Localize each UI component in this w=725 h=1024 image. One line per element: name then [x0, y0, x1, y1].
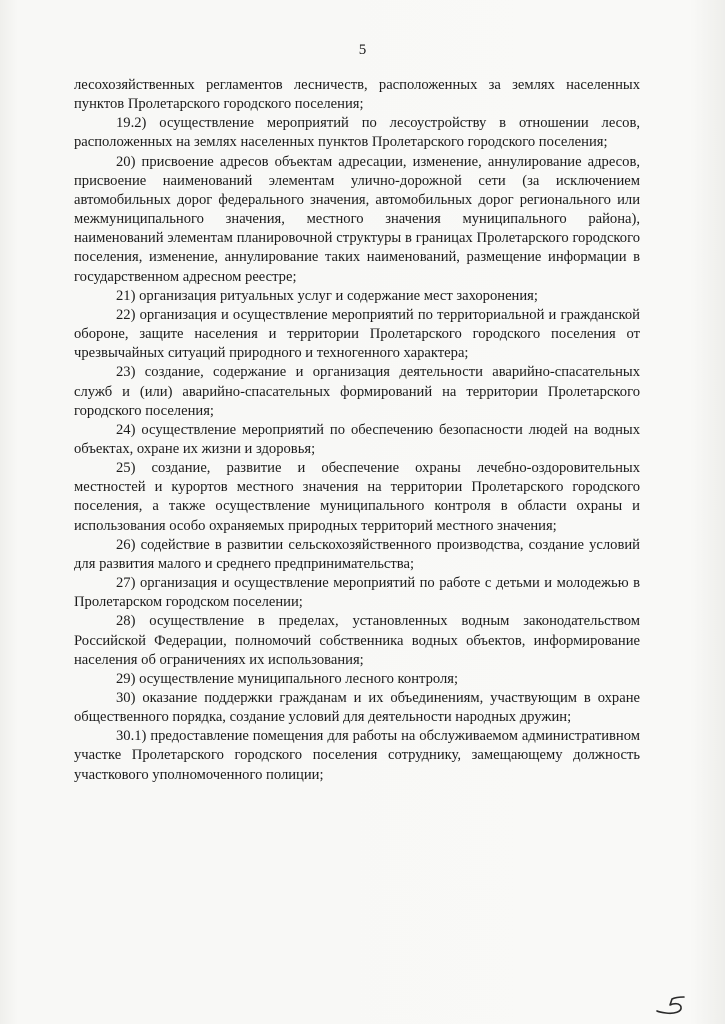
- handwritten-initial-icon: [654, 994, 698, 1016]
- paragraph-20: 20) присвоение адресов объектам адресации, изменение, аннулирование адресов, присвоение наименований элементам улично-дорожной сети (за исключением автомобильных дорог федерального значения, автомобильных дорог регионального или межмуниципального значения, местного значения муниципального района), наименований элементам планировочной структуры в границах Пролетарского городского поселения, изменение, аннулирование таких наименований, размещение информации в государственном адресном реестре;: [74, 153, 640, 285]
- paragraph-28: 28) осуществление в пределах, установленных водным законодательством Российской Федерации, полномочий собственника водных объектов, информирование населения об ограничениях их использования;: [74, 613, 640, 668]
- paragraph-22: 22) организация и осуществление мероприятий по территориальной и гражданской обороне, защите населения и территории Пролетарского городского поселения от чрезвычайных ситуаций природного и техногенного характера;: [74, 306, 640, 362]
- paragraph-30: 30) оказание поддержки гражданам и их объединениям, участвующим в охране общественного порядка, создание условий для деятельности народных дружин;: [74, 690, 640, 726]
- paragraph-27: 27) организация и осуществление мероприятий по работе с детьми и молодежью в Пролетарском городском поселении;: [74, 575, 640, 611]
- paragraph-24: 24) осуществление мероприятий по обеспечению безопасности людей на водных объектах, охране их жизни и здоровья;: [74, 421, 640, 457]
- paragraph-19-2: 19.2) осуществление мероприятий по лесоустройству в отношении лесов, расположенных на землях населенных пунктов Пролетарского городского поселения;: [74, 115, 640, 151]
- paragraph-continuation: лесохозяйственных регламентов лесничеств, расположенных за землях населенных пунктов Пролетарского городского поселения;: [74, 77, 640, 113]
- paragraph-25: 25) создание, развитие и обеспечение охраны лечебно-оздоровительных местностей и курортов местного значения на территории Пролетарского городского поселения, а также осуществление муниципального контроля в области охраны и использования особо охраняемых природных территорий местного значения;: [74, 460, 640, 534]
- paragraph-26: 26) содействие в развитии сельскохозяйственного производства, создание условий для развития малого и среднего предпринимательства;: [74, 536, 640, 572]
- document-body: [74, 76, 640, 785]
- paragraph-29: 29) осуществление муниципального лесного контроля;: [116, 670, 459, 687]
- paragraph-30-1: 30.1) предоставление помещения для работы на обслуживаемом административном участке Пролетарского городского поселения сотруднику, замещающему должность участкового уполномоченного полиции;: [74, 728, 640, 783]
- paragraph-21: 21) организация ритуальных услуг и содержание мест захоронения;: [116, 287, 538, 304]
- paragraph-23: 23) создание, содержание и организация деятельности аварийно-спасательных служб и (или) аварийно-спасательных формирований на территории Пролетарского городского поселения;: [74, 364, 640, 419]
- page-number: 5: [358, 42, 367, 58]
